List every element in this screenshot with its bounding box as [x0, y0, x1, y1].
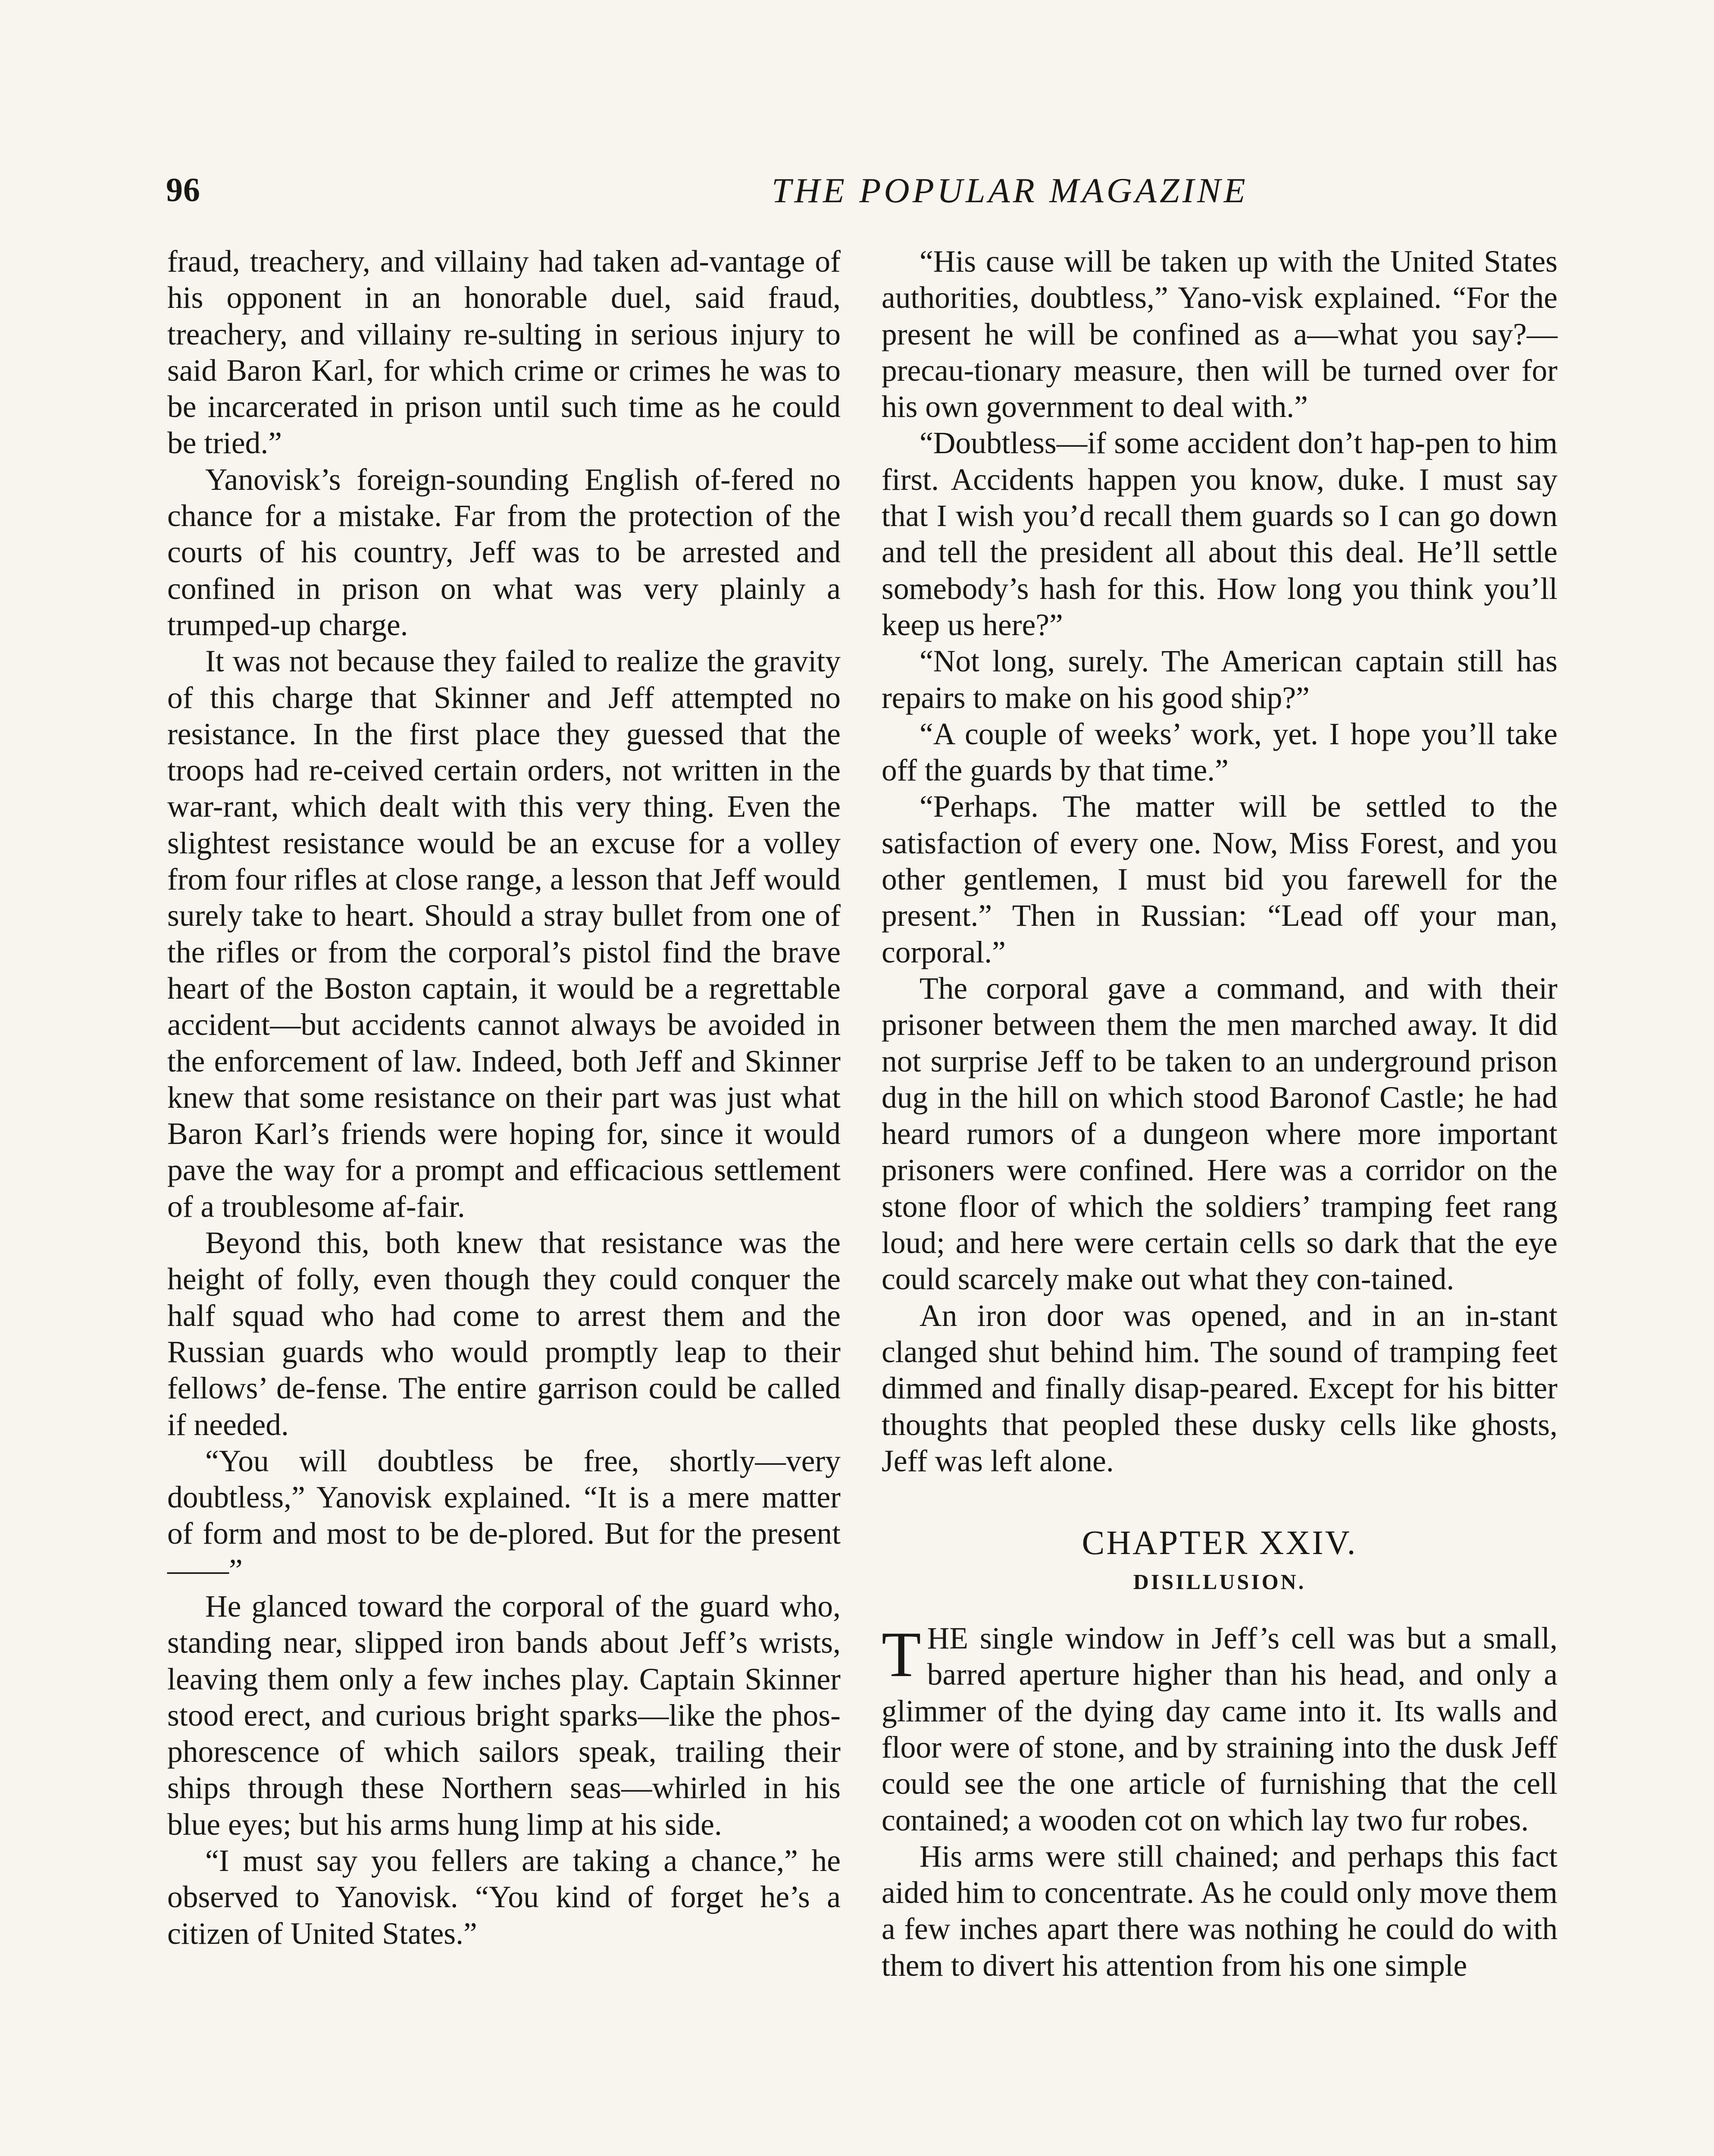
drop-cap: T — [882, 1619, 921, 1691]
paragraph: His arms were still chained; and perhaps this fact aided him to concentrate. As he could only move them a few inches apart there was nothing he could do with them to divert his attention from his one simple — [882, 1839, 1558, 1983]
paragraph: He glanced toward the corporal of the guard who, standing near, slipped iron bands about Jeff’s wrists, leaving them only a few inches play. Captain Skinner stood erect, and curious bright sparks—like the phos-phorescence of which sailors speak, trailing their ships through these Northern seas—whirled in his blue eyes; but his arms hung limp at his side. — [167, 1589, 841, 1842]
left-column — [167, 244, 841, 1952]
right-column — [882, 244, 1558, 1984]
paragraph: It was not because they failed to realize the gravity of this charge that Skinner and Jeff attempted no resistance. In the first place they guessed that the troops had re-ceived certain orders, not written in the war-rant, which dealt with this very thing. Even the slightest resistance would be an excuse for a volley from four rifles at close range, a lesson that Jeff would surely take to heart. Should a stray bullet from one of the rifles or from the corporal’s pistol find the brave heart of the Boston captain, it would be a regrettable accident—but accidents cannot always be avoided in the enforcement of law. Indeed, both Jeff and Skinner knew that some resistance on their part was just what Baron Karl’s friends were hoping for, since it would pave the way for a prompt and efficacious settlement of a troublesome af-fair. — [167, 644, 841, 1224]
paragraph: “Not long, surely. The American captain still has repairs to make on his good ship?” — [882, 644, 1558, 715]
chapter-opening-paragraph — [882, 1620, 1558, 1839]
page-number: 96 — [166, 171, 200, 208]
paragraph: “His cause will be taken up with the United States authorities, doubtless,” Yano-visk explained. “For the present he will be confined as a—what you say?—precau-tionary measure, then will be turned over for his own government to deal with.” — [882, 244, 1558, 424]
paragraph: “You will doubtless be free, shortly—very doubtless,” Yanovisk explained. “It is a mere matter of form and most to be de-plored. But for the present——” — [167, 1444, 841, 1587]
paragraph: The corporal gave a command, and with their prisoner between them the men marched away. It did not surprise Jeff to be taken to an underground prison dug in the hill on which stood Baronof Castle; he had heard rumors of a dungeon where more important prisoners were confined. Here was a corridor on the stone floor of which the soldiers’ tramping feet rang loud; and here were certain cells so dark that the eye could scarcely make out what they con-tained. — [882, 971, 1558, 1297]
paragraph: An iron door was opened, and in an in-stant clanged shut behind him. The sound of tramping feet dimmed and finally disap-peared. Except for his bitter thoughts that peopled these dusky cells like ghosts, Jeff was left alone. — [882, 1298, 1558, 1478]
page-header — [166, 170, 1558, 222]
paragraph: “Perhaps. The matter will be settled to the satisfaction of every one. Now, Miss Forest, and you other gentlemen, I must bid you farewell for the present.” Then in Russian: “Lead off your man, corporal.” — [882, 790, 1558, 969]
running-head: THE POPULAR MAGAZINE — [772, 171, 1248, 210]
paragraph: Beyond this, both knew that resistance was the height of folly, even though they could conquer the half squad who had come to arrest them and the Russian guards who would promptly leap to their fellows’ de-fense. The entire garrison could be called if needed. — [167, 1226, 841, 1442]
paragraph: “Doubtless—if some accident don’t hap-pen to him first. Accidents happen you know, duke. I must say that I wish you’d recall them guards so I can go down and tell the president all about this deal. He’ll settle somebody’s hash for this. How long you think you’ll keep us here?” — [882, 426, 1558, 642]
chapter-subtitle: DISILLUSION. — [1133, 1570, 1306, 1594]
paragraph: “I must say you fellers are taking a chance,” he observed to Yanovisk. “You kind of forget he’s a citizen of United States.” — [167, 1844, 841, 1951]
opening-text: HE single window in Jeff’s cell was but a small, barred aperture higher than his head, and only a glimmer of the dying day came into it. Its walls and floor were of stone, and by straining into the dusk Jeff could see the one article of furnishing that the cell contained; a wooden cot on which lay two fur robes. — [882, 1621, 1558, 1837]
paragraph: Yanovisk’s foreign-sounding English of-fered no chance for a mistake. Far from the protection of the courts of his country, Jeff was to be arrested and confined in prison on what was very plainly a trumped-up charge. — [167, 462, 841, 642]
paragraph: “A couple of weeks’ work, yet. I hope you’ll take off the guards by that time.” — [882, 717, 1558, 788]
chapter-title: CHAPTER XXIV. — [1082, 1524, 1357, 1562]
paragraph: fraud, treachery, and villainy had taken ad-vantage of his opponent in an honorable duel, said fraud, treachery, and villainy re-sulting in serious injury to said Baron Karl, for which crime or crimes he was to be incarcerated in prison until such time as he could be tried.” — [167, 244, 841, 461]
